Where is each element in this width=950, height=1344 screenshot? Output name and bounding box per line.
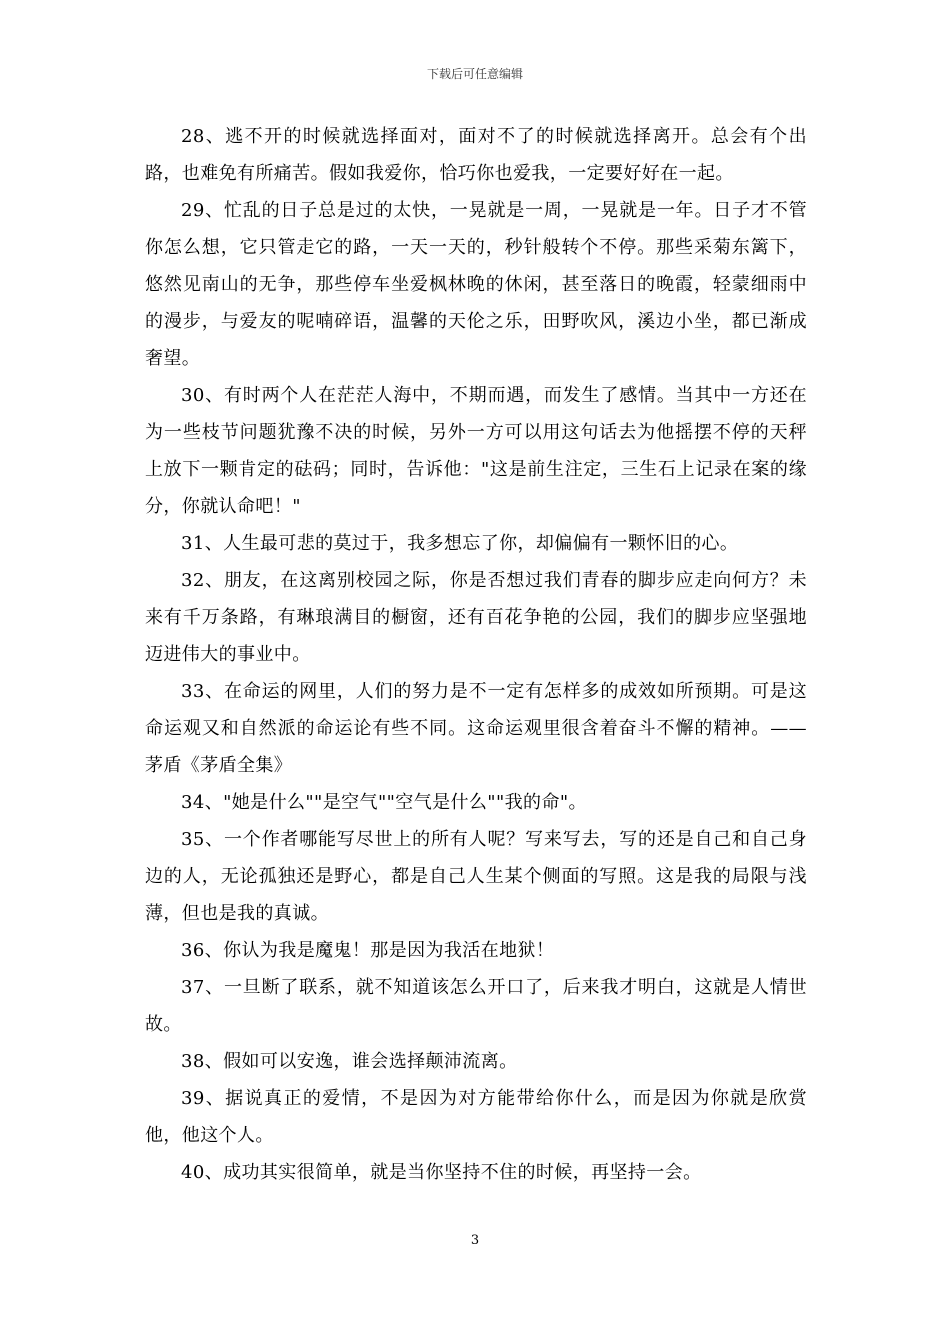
quote-paragraph-32: 32、朋友，在这离别校园之际，你是否想过我们青春的脚步应走向何方？未来有千万条路，有琳琅满目的橱窗，还有百花争艳的公园，我们的脚步应坚强地迈进伟大的事业中。 bbox=[145, 570, 807, 665]
quote-paragraph-37: 37、一旦断了联系，就不知道该怎么开口了，后来我才明白，这就是人情世故。 bbox=[145, 977, 807, 1035]
quote-paragraph-34: 34、"她是什么""是空气""空气是什么""我的命"。 bbox=[181, 792, 587, 813]
quote-paragraph-36: 36、你认为我是魔鬼！那是因为我活在地狱！ bbox=[181, 940, 555, 961]
quote-paragraph-28: 28、逃不开的时候就选择面对，面对不了的时候就选择离开。总会有个出路，也难免有所痛苦。假如我爱你，恰巧你也爱我，一定要好好在一起。 bbox=[145, 126, 807, 184]
quote-paragraph-38: 38、假如可以安逸，谁会选择颠沛流离。 bbox=[181, 1051, 518, 1072]
quote-paragraph-30: 30、有时两个人在茫茫人海中，不期而遇，而发生了感情。当其中一方还在为一些枝节问题犹豫不决的时候，另外一方可以用这句话去为他摇摆不停的天秤上放下一颗肯定的砝码；同时，告诉他："这是前生注定，三生石上记录在案的缘分，你就认命吧！" bbox=[145, 385, 807, 517]
document-body bbox=[145, 118, 807, 1191]
quote-paragraph-29: 29、忙乱的日子总是过的太快，一晃就是一周，一晃就是一年。日子才不管你怎么想，它只管走它的路，一天一天的，秒针般转个不停。那些采菊东篱下，悠然见南山的无争，那些停车坐爱枫林晚的休闲，甚至落日的晚霞，轻蒙细雨中的漫步，与爱友的呢喃碎语，温馨的天伦之乐，田野吹风，溪边小坐，都已渐成奢望。 bbox=[145, 200, 807, 369]
page-number: 3 bbox=[470, 1233, 480, 1248]
quote-paragraph-31: 31、人生最可悲的莫过于，我多想忘了你，却偏偏有一颗怀旧的心。 bbox=[181, 533, 739, 554]
quote-paragraph-40: 40、成功其实很简单，就是当你坚持不住的时候，再坚持一会。 bbox=[181, 1162, 702, 1183]
quote-paragraph-39: 39、据说真正的爱情，不是因为对方能带给你什么，而是因为你就是欣赏他，他这个人。 bbox=[145, 1088, 807, 1146]
quote-paragraph-35: 35、一个作者哪能写尽世上的所有人呢？写来写去，写的还是自己和自己身边的人，无论孤独还是野心，都是自己人生某个侧面的写照。这是我的局限与浅薄，但也是我的真诚。 bbox=[145, 829, 807, 924]
quote-paragraph-33: 33、在命运的网里，人们的努力是不一定有怎样多的成效如所预期。可是这命运观又和自然派的命运论有些不同。这命运观里很含着奋斗不懈的精神。——茅盾《茅盾全集》 bbox=[145, 681, 807, 776]
page-header: 下载后可任意编辑 bbox=[426, 67, 523, 81]
